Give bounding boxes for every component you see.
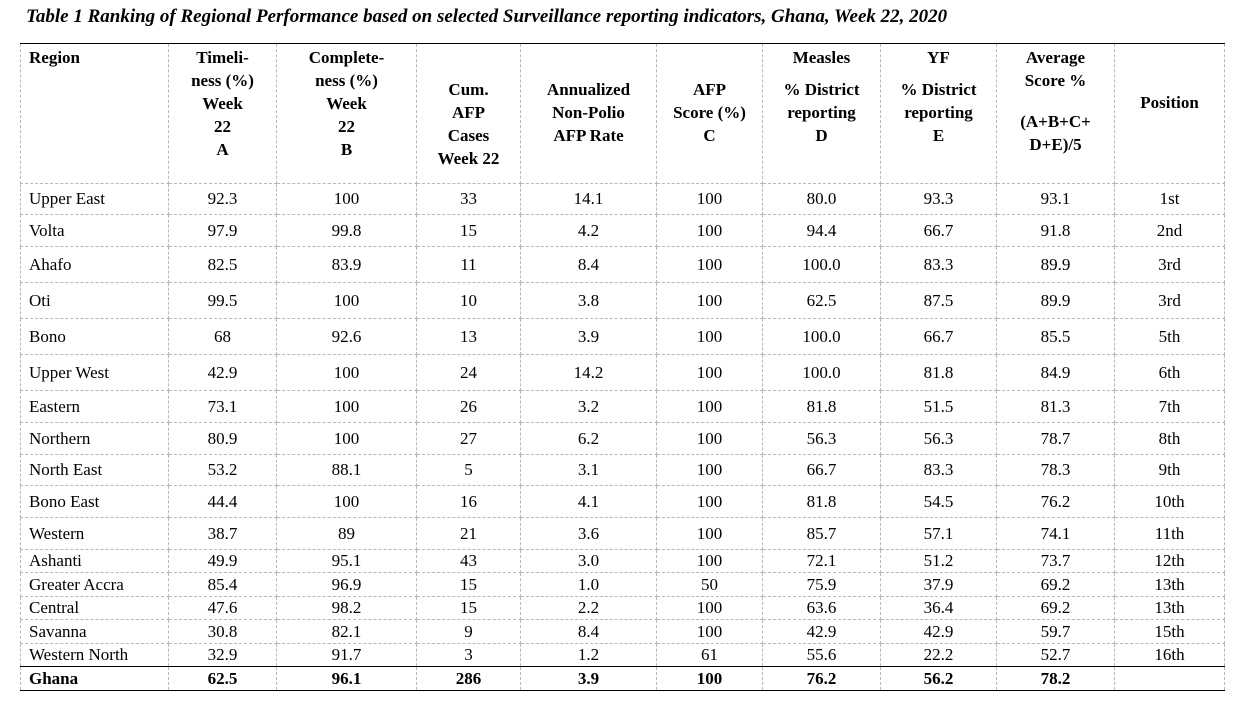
value-cell: 33: [417, 184, 521, 215]
value-cell: 96.9: [277, 573, 417, 597]
value-cell: 56.3: [881, 423, 997, 455]
value-cell: 78.3: [997, 455, 1115, 486]
value-cell: 100: [277, 486, 417, 518]
value-cell: 82.5: [169, 247, 277, 283]
value-cell: 44.4: [169, 486, 277, 518]
region-name-cell: Eastern: [21, 391, 169, 423]
value-cell: 73.7: [997, 550, 1115, 573]
value-cell: 59.7: [997, 620, 1115, 644]
value-cell: 100: [277, 391, 417, 423]
value-cell: 88.1: [277, 455, 417, 486]
table-body: [21, 184, 1225, 691]
value-cell: 81.8: [881, 355, 997, 391]
value-cell: 69.2: [997, 573, 1115, 597]
value-cell: 6.2: [521, 423, 657, 455]
value-cell: 73.1: [169, 391, 277, 423]
value-cell: 10th: [1115, 486, 1225, 518]
header-position: Position: [1115, 44, 1225, 184]
value-cell: 100: [277, 184, 417, 215]
value-cell: 74.1: [997, 518, 1115, 550]
table-row: [21, 215, 1225, 247]
value-cell: 78.7: [997, 423, 1115, 455]
value-cell: 3.8: [521, 283, 657, 319]
value-cell: 51.2: [881, 550, 997, 573]
total-value-cell: 56.2: [881, 667, 997, 691]
value-cell: 22.2: [881, 644, 997, 667]
region-name-cell: Ahafo: [21, 247, 169, 283]
value-cell: 92.6: [277, 319, 417, 355]
value-cell: 72.1: [763, 550, 881, 573]
header-completeness: Complete- ness (%) Week 22 B: [277, 44, 417, 184]
total-value-cell: 96.1: [277, 667, 417, 691]
value-cell: 100: [657, 518, 763, 550]
value-cell: 94.4: [763, 215, 881, 247]
table-row: [21, 319, 1225, 355]
value-cell: 15: [417, 597, 521, 620]
region-name-cell: Bono East: [21, 486, 169, 518]
header-np-afp-rate: Annualized Non-Polio AFP Rate: [521, 44, 657, 184]
table-row: [21, 550, 1225, 573]
value-cell: 100: [657, 184, 763, 215]
region-name-cell: North East: [21, 455, 169, 486]
value-cell: 81.8: [763, 486, 881, 518]
total-value-cell: 78.2: [997, 667, 1115, 691]
value-cell: 55.6: [763, 644, 881, 667]
value-cell: 3.0: [521, 550, 657, 573]
region-name-cell: Savanna: [21, 620, 169, 644]
value-cell: 85.7: [763, 518, 881, 550]
value-cell: 100.0: [763, 319, 881, 355]
value-cell: 27: [417, 423, 521, 455]
value-cell: 3: [417, 644, 521, 667]
value-cell: 75.9: [763, 573, 881, 597]
total-value-cell: 100: [657, 667, 763, 691]
value-cell: 42.9: [881, 620, 997, 644]
value-cell: 100: [657, 319, 763, 355]
region-name-cell: Northern: [21, 423, 169, 455]
table-caption: Table 1 Ranking of Regional Performance based on selected Surveillance reporting indicators, Ghana, Week 22, 2020: [26, 6, 948, 27]
value-cell: 100: [657, 597, 763, 620]
total-value-cell: 286: [417, 667, 521, 691]
total-value-cell: 3.9: [521, 667, 657, 691]
value-cell: 4.1: [521, 486, 657, 518]
region-name-cell: Greater Accra: [21, 573, 169, 597]
value-cell: 8.4: [521, 247, 657, 283]
value-cell: 83.3: [881, 455, 997, 486]
value-cell: 47.6: [169, 597, 277, 620]
table-row: [21, 247, 1225, 283]
value-cell: 1st: [1115, 184, 1225, 215]
value-cell: 3.1: [521, 455, 657, 486]
value-cell: 89.9: [997, 283, 1115, 319]
value-cell: 51.5: [881, 391, 997, 423]
table-row: [21, 644, 1225, 667]
value-cell: 80.9: [169, 423, 277, 455]
value-cell: 81.3: [997, 391, 1115, 423]
value-cell: 100: [277, 423, 417, 455]
region-name-cell: Ashanti: [21, 550, 169, 573]
table-row: [21, 620, 1225, 644]
value-cell: 69.2: [997, 597, 1115, 620]
regional-performance-table: [20, 43, 1225, 691]
table-row: [21, 184, 1225, 215]
value-cell: 36.4: [881, 597, 997, 620]
header-average-score: Average Score % (A+B+C+ D+E)/5: [997, 44, 1115, 184]
value-cell: 13: [417, 319, 521, 355]
value-cell: 13th: [1115, 573, 1225, 597]
value-cell: 99.5: [169, 283, 277, 319]
value-cell: 3.6: [521, 518, 657, 550]
value-cell: 16: [417, 486, 521, 518]
header-yf: YF % District reporting E: [881, 44, 997, 184]
value-cell: 100: [277, 355, 417, 391]
value-cell: 9th: [1115, 455, 1225, 486]
value-cell: 24: [417, 355, 521, 391]
value-cell: 56.3: [763, 423, 881, 455]
value-cell: 100: [657, 620, 763, 644]
value-cell: 3rd: [1115, 247, 1225, 283]
value-cell: 3.9: [521, 319, 657, 355]
value-cell: 15: [417, 573, 521, 597]
value-cell: 81.8: [763, 391, 881, 423]
value-cell: 49.9: [169, 550, 277, 573]
value-cell: 91.7: [277, 644, 417, 667]
value-cell: 13th: [1115, 597, 1225, 620]
value-cell: 76.2: [997, 486, 1115, 518]
value-cell: 11th: [1115, 518, 1225, 550]
table-row: [21, 486, 1225, 518]
value-cell: 95.1: [277, 550, 417, 573]
value-cell: 100: [657, 247, 763, 283]
value-cell: 66.7: [881, 215, 997, 247]
header-measles: Measles % District reporting D: [763, 44, 881, 184]
table-row: [21, 597, 1225, 620]
value-cell: 100: [657, 215, 763, 247]
value-cell: 12th: [1115, 550, 1225, 573]
value-cell: 8.4: [521, 620, 657, 644]
value-cell: 37.9: [881, 573, 997, 597]
value-cell: 43: [417, 550, 521, 573]
value-cell: 7th: [1115, 391, 1225, 423]
table-row: [21, 518, 1225, 550]
header-region: Region: [21, 44, 169, 184]
value-cell: 9: [417, 620, 521, 644]
value-cell: 53.2: [169, 455, 277, 486]
value-cell: 66.7: [881, 319, 997, 355]
value-cell: 98.2: [277, 597, 417, 620]
value-cell: 2nd: [1115, 215, 1225, 247]
value-cell: 3rd: [1115, 283, 1225, 319]
value-cell: 87.5: [881, 283, 997, 319]
value-cell: 50: [657, 573, 763, 597]
value-cell: 52.7: [997, 644, 1115, 667]
value-cell: 10: [417, 283, 521, 319]
value-cell: 100.0: [763, 355, 881, 391]
value-cell: 1.2: [521, 644, 657, 667]
header-row: [21, 44, 1225, 184]
table-row: [21, 355, 1225, 391]
total-value-cell: 76.2: [763, 667, 881, 691]
header-afp-score: AFP Score (%) C: [657, 44, 763, 184]
value-cell: 5: [417, 455, 521, 486]
value-cell: 83.9: [277, 247, 417, 283]
value-cell: 100: [657, 391, 763, 423]
value-cell: 1.0: [521, 573, 657, 597]
region-name-cell: Western: [21, 518, 169, 550]
value-cell: 5th: [1115, 319, 1225, 355]
value-cell: 100: [657, 423, 763, 455]
region-name-cell: Upper West: [21, 355, 169, 391]
value-cell: 91.8: [997, 215, 1115, 247]
header-yf-top: YF: [927, 48, 950, 67]
region-name-cell: Oti: [21, 283, 169, 319]
value-cell: 97.9: [169, 215, 277, 247]
region-name-cell: Central: [21, 597, 169, 620]
value-cell: 62.5: [763, 283, 881, 319]
value-cell: 84.9: [997, 355, 1115, 391]
total-value-cell: 62.5: [169, 667, 277, 691]
value-cell: 16th: [1115, 644, 1225, 667]
value-cell: 38.7: [169, 518, 277, 550]
value-cell: 100.0: [763, 247, 881, 283]
value-cell: 66.7: [763, 455, 881, 486]
region-name-cell: Volta: [21, 215, 169, 247]
table-row: [21, 455, 1225, 486]
value-cell: 92.3: [169, 184, 277, 215]
value-cell: 54.5: [881, 486, 997, 518]
value-cell: 93.1: [997, 184, 1115, 215]
value-cell: 42.9: [763, 620, 881, 644]
value-cell: 14.2: [521, 355, 657, 391]
header-measles-top: Measles: [792, 48, 851, 67]
header-timeliness: Timeli- ness (%) Week 22 A: [169, 44, 277, 184]
value-cell: 32.9: [169, 644, 277, 667]
value-cell: 100: [657, 283, 763, 319]
value-cell: 100: [277, 283, 417, 319]
value-cell: 26: [417, 391, 521, 423]
value-cell: 4.2: [521, 215, 657, 247]
header-cum-afp: Cum. AFP Cases Week 22: [417, 44, 521, 184]
value-cell: 99.8: [277, 215, 417, 247]
value-cell: 11: [417, 247, 521, 283]
value-cell: 8th: [1115, 423, 1225, 455]
value-cell: 100: [657, 550, 763, 573]
value-cell: 3.2: [521, 391, 657, 423]
table-row: [21, 573, 1225, 597]
value-cell: 14.1: [521, 184, 657, 215]
table-row: [21, 423, 1225, 455]
value-cell: 85.4: [169, 573, 277, 597]
value-cell: 68: [169, 319, 277, 355]
value-cell: 83.3: [881, 247, 997, 283]
value-cell: 100: [657, 486, 763, 518]
total-row: [21, 667, 1225, 691]
total-label-cell: Ghana: [21, 667, 169, 691]
table-row: [21, 391, 1225, 423]
value-cell: 80.0: [763, 184, 881, 215]
value-cell: 93.3: [881, 184, 997, 215]
value-cell: 2.2: [521, 597, 657, 620]
value-cell: 30.8: [169, 620, 277, 644]
value-cell: 21: [417, 518, 521, 550]
value-cell: 89: [277, 518, 417, 550]
value-cell: 15th: [1115, 620, 1225, 644]
value-cell: 89.9: [997, 247, 1115, 283]
total-value-cell: [1115, 667, 1225, 691]
value-cell: 57.1: [881, 518, 997, 550]
value-cell: 42.9: [169, 355, 277, 391]
value-cell: 82.1: [277, 620, 417, 644]
region-name-cell: Bono: [21, 319, 169, 355]
value-cell: 61: [657, 644, 763, 667]
value-cell: 63.6: [763, 597, 881, 620]
table-row: [21, 283, 1225, 319]
value-cell: 100: [657, 355, 763, 391]
region-name-cell: Western North: [21, 644, 169, 667]
value-cell: 6th: [1115, 355, 1225, 391]
value-cell: 15: [417, 215, 521, 247]
value-cell: 100: [657, 455, 763, 486]
value-cell: 85.5: [997, 319, 1115, 355]
region-name-cell: Upper East: [21, 184, 169, 215]
